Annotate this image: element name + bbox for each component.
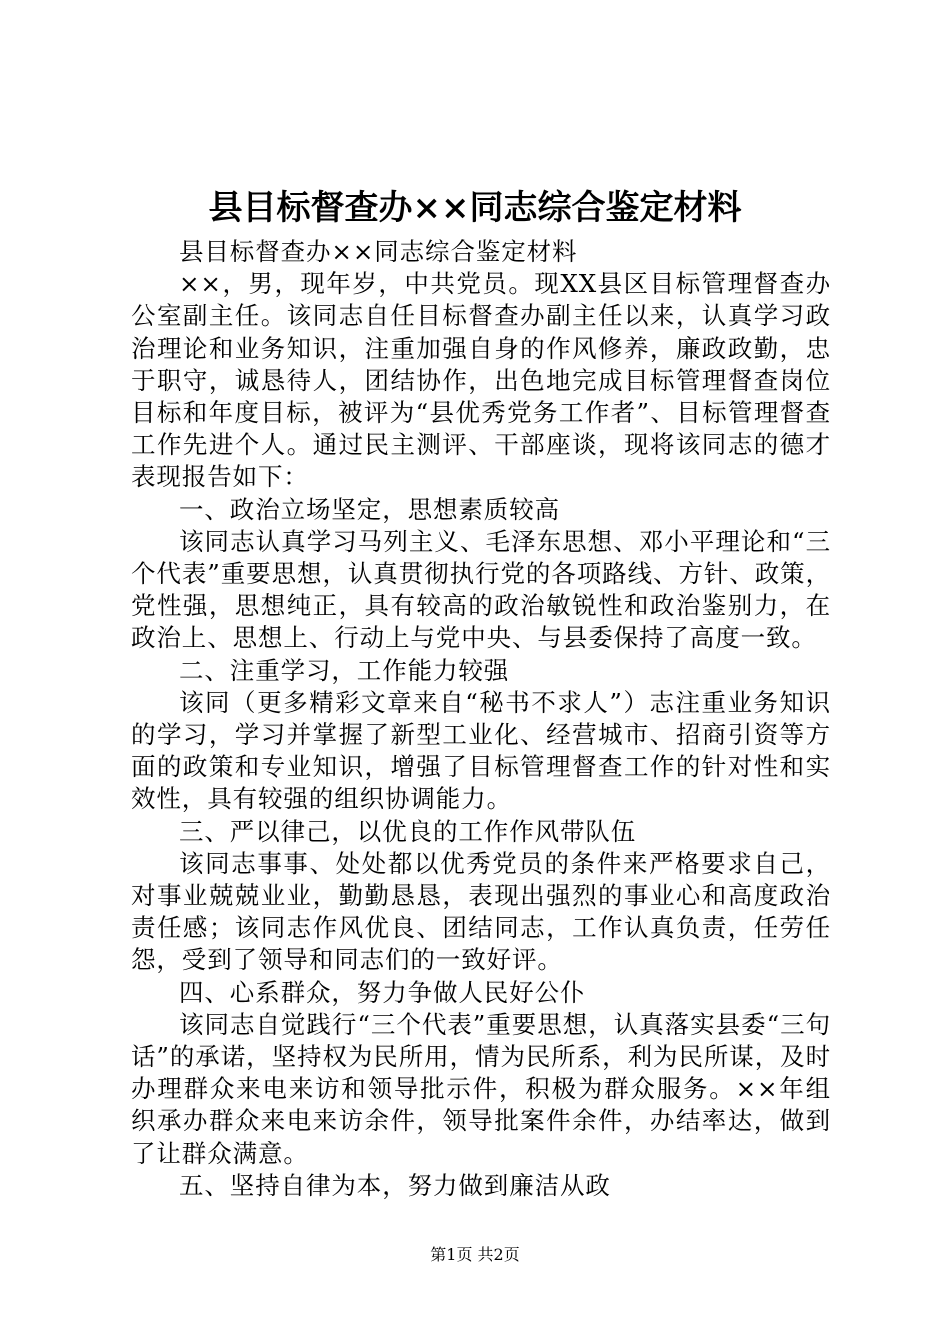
paragraph-section-3: 该同志事事、处处都以优秀党员的条件来严格要求自己，对事业兢兢业业，勤勤恳恳，表现出强烈的事业心和高度政治责任感；该同志作风优良、团结同志，工作认真负责，任劳任怨，受到了领导和同志们的一致好评。 [131,848,831,975]
paragraph-section-4: 该同志自觉践行“三个代表”重要思想，认真落实县委“三句话”的承诺，坚持权为民所用，情为民所系，利为民所谋，及时办理群众来电来访和领导批示件，积极为群众服务。××年组织承办群众来电来访余件，领导批案件余件，办结率达，做到了让群众满意。 [131,1009,831,1168]
paragraph-section-2: 该同（更多精彩文章来自“秘书不求人”）志注重业务知识的学习，学习并掌握了新型工业化、经营城市、招商引资等方面的政策和专业知识，增强了目标管理督查工作的针对性和实效性，具有较强的组织协调能力。 [131,687,831,814]
section-heading-3: 三、严以律己，以优良的工作作风带队伍 [179,816,637,846]
paragraph-subtitle: 县目标督查办××同志综合鉴定材料 [179,237,578,266]
page-number-footer: 第1页 共2页 [430,1245,520,1264]
section-heading-2: 二、注重学习，工作能力较强 [179,655,510,685]
section-heading-4: 四、心系群众，努力争做人民好公仆 [179,977,586,1007]
document-title: 县目标督查办××同志综合鉴定材料 [208,188,742,228]
paragraph-section-1: 该同志认真学习马列主义、毛泽东思想、邓小平理论和“三个代表”重要思想，认真贯彻执行党的各项路线、方针、政策，党性强，思想纯正，具有较高的政治敏锐性和政治鉴别力，在政治上、思想上、行动上与党中央、与县委保持了高度一致。 [131,526,831,653]
section-heading-5: 五、坚持自律为本，努力做到廉洁从政 [179,1170,611,1200]
document-body [131,236,831,1202]
section-heading-1: 一、政治立场坚定，思想素质较高 [179,494,560,524]
paragraph-intro: ××，男，现年岁，中共党员。现XX县区目标管理督查办公室副主任。该同志自任目标督查办副主任以来，认真学习政治理论和业务知识，注重加强自身的作风修养，廉政政勤，忠于职守，诚恳待人，团结协作，出色地完成目标管理督查岗位目标和年度目标，被评为“县优秀党务工作者”、目标管理督查工作先进个人。通过民主测评、干部座谈，现将该同志的德才表现报告如下： [131,269,831,492]
